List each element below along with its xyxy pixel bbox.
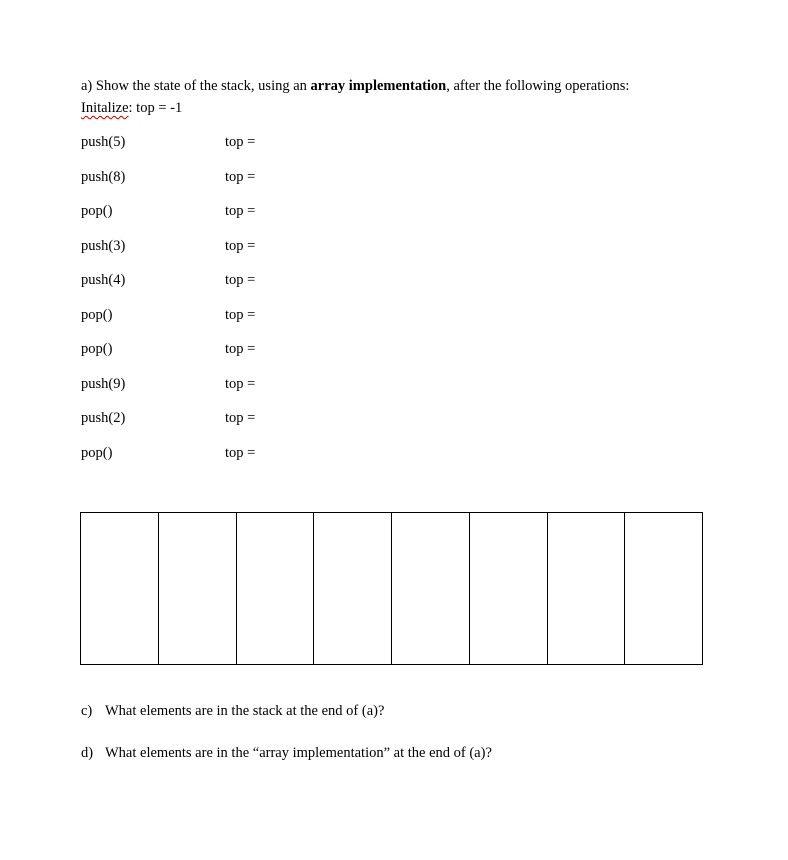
stack-array-table	[80, 512, 703, 665]
operation-10: pop()	[81, 445, 113, 461]
initialize-label: Initalize	[81, 100, 129, 116]
initialize-value: : top = -1	[128, 100, 183, 116]
top-blank-9: top =	[225, 410, 256, 426]
operation-4: push(3)	[81, 238, 126, 254]
operation-8: push(9)	[81, 376, 126, 392]
array-cell-7[interactable]	[625, 513, 702, 664]
top-blank-3: top =	[225, 203, 256, 219]
array-cell-1[interactable]	[159, 513, 237, 664]
top-blank-5: top =	[225, 272, 256, 288]
array-cell-5[interactable]	[470, 513, 548, 664]
operation-2: push(8)	[81, 169, 126, 185]
operation-6: pop()	[81, 307, 113, 323]
array-cell-4[interactable]	[392, 513, 470, 664]
initialize-line	[81, 100, 182, 117]
array-cell-3[interactable]	[314, 513, 392, 664]
operation-9: push(2)	[81, 410, 126, 426]
top-blank-8: top =	[225, 376, 256, 392]
top-blank-7: top =	[225, 341, 256, 357]
intro-bold-term: array implementation	[310, 78, 447, 94]
question-c-text: What elements are in the stack at the end of (a)?	[105, 703, 385, 719]
array-cell-0[interactable]	[81, 513, 159, 664]
question-d-letter: d)	[81, 745, 94, 761]
intro-prefix: a) Show the state of the stack, using an	[81, 78, 311, 94]
array-cell-2[interactable]	[237, 513, 315, 664]
question-a-intro	[81, 78, 629, 95]
intro-suffix: , after the following operations:	[446, 78, 630, 94]
question-c-letter: c)	[81, 703, 93, 719]
array-cell-6[interactable]	[548, 513, 626, 664]
top-blank-4: top =	[225, 238, 256, 254]
top-blank-6: top =	[225, 307, 256, 323]
top-blank-2: top =	[225, 169, 256, 185]
question-d-text: What elements are in the “array implementation” at the end of (a)?	[105, 745, 492, 761]
operation-7: pop()	[81, 341, 113, 357]
operation-1: push(5)	[81, 134, 126, 150]
operation-5: push(4)	[81, 272, 126, 288]
operation-3: pop()	[81, 203, 113, 219]
top-blank-10: top =	[225, 445, 256, 461]
top-blank-1: top =	[225, 134, 256, 150]
